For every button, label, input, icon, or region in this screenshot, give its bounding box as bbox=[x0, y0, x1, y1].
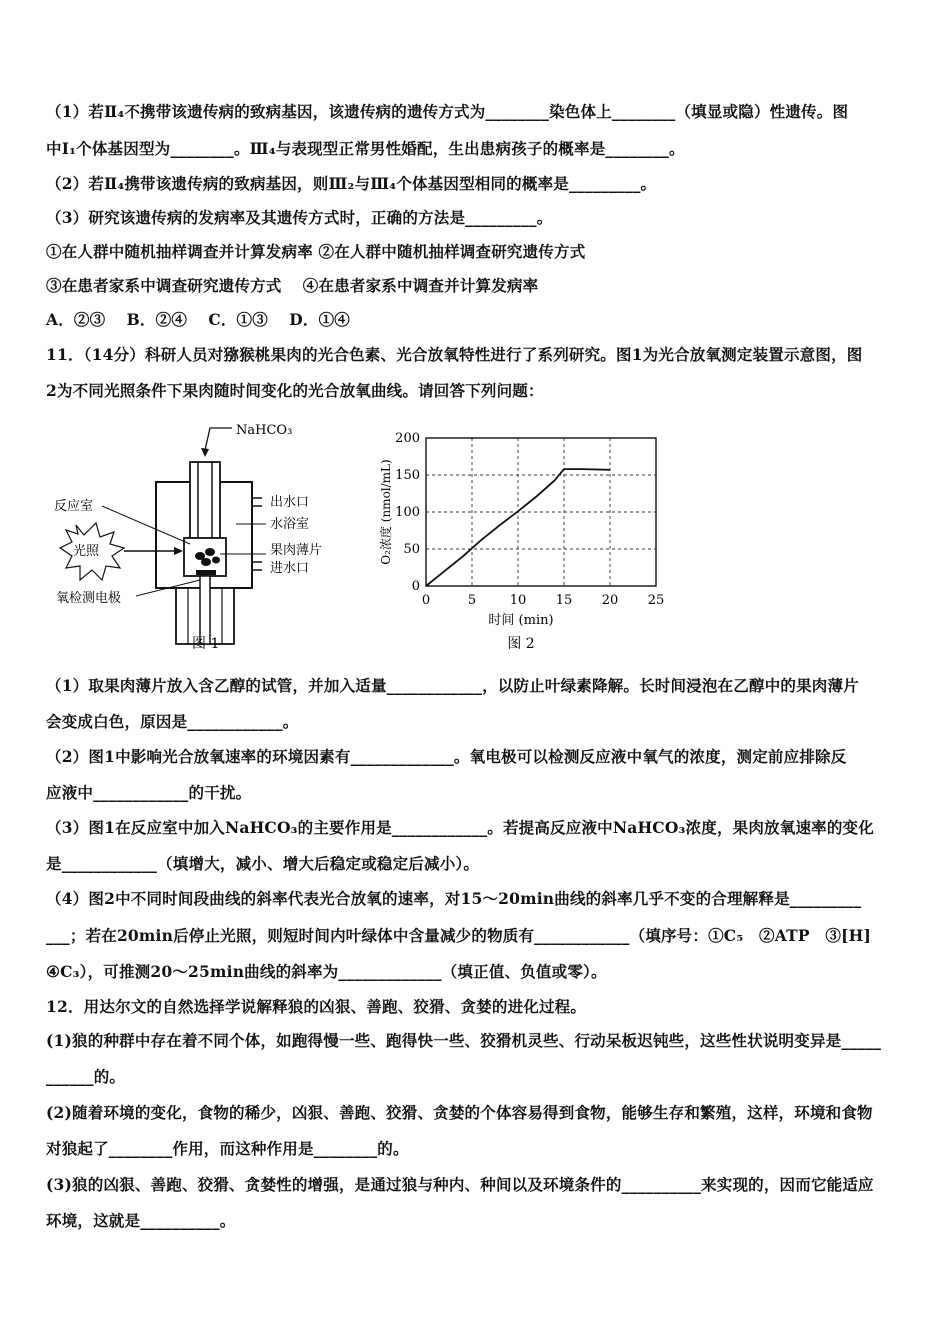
q11-part2-line1: （2）图1中影响光合放氧速率的环境因素有_____________。氧电极可以检测反应液中氧气的浓度，测定前应排除反 bbox=[46, 747, 847, 766]
fig1-caption: 图 1 bbox=[192, 636, 220, 652]
fig1-reaction-pointer bbox=[102, 506, 190, 544]
chart-x-tick-label: 20 bbox=[601, 593, 619, 608]
figure-1-apparatus bbox=[40, 420, 370, 655]
fig1-outlet-label: 出水口 bbox=[270, 495, 310, 510]
q11-part4-line2: ___；若在20min后停止光照，则短时间内叶绿体中含量减少的物质有____________（填序号：①C₅ ②ATP ③[H] bbox=[46, 926, 871, 945]
q10-part1-line1: （1）若Ⅱ₄不携带该遗传病的致病基因，该遗传病的遗传方式为________染色体上________（填显或隐）性遗传。图 bbox=[46, 102, 849, 121]
fig1-inlet-label: 进水口 bbox=[270, 561, 310, 576]
q11-intro-line1: 11．（14分）科研人员对猕猴桃果肉的光合色素、光合放氧特性进行了系列研究。图1为光合放氧测定装置示意图，图 bbox=[46, 345, 863, 364]
fig1-fruit-slice bbox=[205, 548, 215, 556]
chart-x-axis-label: 时间 (min) bbox=[488, 613, 554, 628]
q12-part3-line1: (3)狼的凶狠、善跑、狡猾、贪婪性的增强，是通过狼与种内、种间以及环境条件的__________来实现的，因而它能适应 bbox=[46, 1175, 874, 1194]
fig1-light-label: 光照 bbox=[73, 544, 100, 559]
q11-part1-line1: （1）取果肉薄片放入含乙醇的试管，并加入适量____________，以防止叶绿素降解。长时间浸泡在乙醇中的果肉薄片 bbox=[46, 676, 859, 695]
fig1-fruit-slice bbox=[212, 557, 220, 564]
q11-part3-line2: 是____________（填增大，减小、增大后稳定或稳定后减小）。 bbox=[46, 854, 480, 873]
q11-part3-line1: （3）图1在反应室中加入NaHCO₃的主要作用是____________。若提高反应液中NaHCO₃浓度，果肉放氧速率的变化 bbox=[46, 818, 874, 837]
chart-y-tick-label: 200 bbox=[395, 431, 420, 446]
q10-part1-line2: 中Ⅰ₁个体基因型为________。Ⅲ₄与表现型正常男性婚配，生出患病孩子的概率是________。 bbox=[46, 139, 685, 158]
fig1-oxygen-electrode bbox=[200, 576, 210, 644]
fig1-slice-label: 果肉薄片 bbox=[270, 543, 323, 558]
q12-part1-line2: ______的。 bbox=[46, 1067, 126, 1086]
figure-2-chart bbox=[370, 420, 700, 655]
chart-ticks bbox=[395, 431, 664, 608]
q12-part2-line1: (2)随着环境的变化，食物的稀少，凶狠、善跑、狡猾、贪婪的个体容易得到食物，能够生存和繁殖，这样，环境和食物 bbox=[46, 1103, 873, 1122]
chart-x-tick-label: 0 bbox=[421, 593, 431, 608]
chart-y-tick-label: 100 bbox=[395, 505, 420, 520]
chart-x-tick-label: 5 bbox=[467, 593, 477, 608]
fig1-bath-label: 水浴室 bbox=[270, 517, 310, 532]
chart-y-tick-label: 150 bbox=[395, 468, 420, 483]
q11-part2-line2: 应液中____________的干扰。 bbox=[46, 783, 252, 802]
fig1-nahco3-arrow bbox=[205, 428, 232, 450]
q10-options-1-2: ①在人群中随机抽样调查并计算发病率 ②在人群中随机抽样调查研究遗传方式 bbox=[46, 242, 586, 261]
chart-y-tick-label: 0 bbox=[411, 579, 420, 594]
q10-options-3-4: ③在患者家系中调查研究遗传方式 ④在患者家系中调查并计算发病率 bbox=[46, 276, 539, 295]
q11-figures bbox=[40, 420, 720, 655]
fig1-light-arrowhead bbox=[174, 547, 183, 555]
chart-grid bbox=[426, 438, 656, 586]
fig1-nahco3-arrowhead bbox=[201, 448, 209, 457]
q11-part4-line3: ④C₃），可推测20～25min曲线的斜率为_____________（填正值、负值或零）。 bbox=[46, 962, 607, 981]
chart-x-tick-label: 10 bbox=[509, 593, 527, 608]
chart-x-tick-label: 25 bbox=[647, 593, 665, 608]
q11-part4-line1: （4）图2中不同时间段曲线的斜率代表光合放氧的速率，对15～20min曲线的斜率几乎不变的合理解释是_________ bbox=[46, 889, 862, 908]
q12-part3-line2: 环境，这就是__________。 bbox=[46, 1211, 236, 1230]
q10-part3: （3）研究该遗传病的发病率及其遗传方式时，正确的方法是_________。 bbox=[46, 208, 553, 227]
q10-choices: A．②③ B．②④ C．①③ D．①④ bbox=[46, 310, 350, 329]
fig1-fruit-slice bbox=[201, 558, 211, 566]
q12-part1-line1: (1)狼的种群中存在着不同个体，如跑得慢一些、跑得快一些、狡猾机灵些、行动呆板迟钝些，这些性状说明变异是_____ bbox=[46, 1031, 882, 1050]
q10-part2: （2）若Ⅱ₄携带该遗传病的致病基因，则Ⅲ₂与Ⅲ₄个体基因型相同的概率是_________。 bbox=[46, 174, 657, 193]
q12-part2-line2: 对狼起了________作用，而这种作用是________的。 bbox=[46, 1139, 409, 1158]
chart-y-axis-label: O₂浓度 (nmol/mL) bbox=[379, 459, 393, 565]
q11-part1-line2: 会变成白色，原因是____________。 bbox=[46, 712, 299, 731]
fig1-stir-bar bbox=[196, 570, 216, 575]
q12-intro: 12．用达尔文的自然选择学说解释狼的凶狠、善跑、狡猾、贪婪的进化过程。 bbox=[46, 997, 587, 1016]
q11-intro-line2: 2为不同光照条件下果肉随时间变化的光合放氧曲线。请回答下列问题： bbox=[46, 381, 544, 400]
chart-x-tick-label: 15 bbox=[555, 593, 573, 608]
fig1-nahco3-label: NaHCO₃ bbox=[236, 423, 293, 438]
fig1-electrode-label: 氧检测电极 bbox=[56, 591, 122, 606]
fig1-reaction-room-label: 反应室 bbox=[54, 499, 94, 514]
chart-y-tick-label: 50 bbox=[403, 542, 420, 557]
chart-caption: 图 2 bbox=[507, 636, 535, 652]
